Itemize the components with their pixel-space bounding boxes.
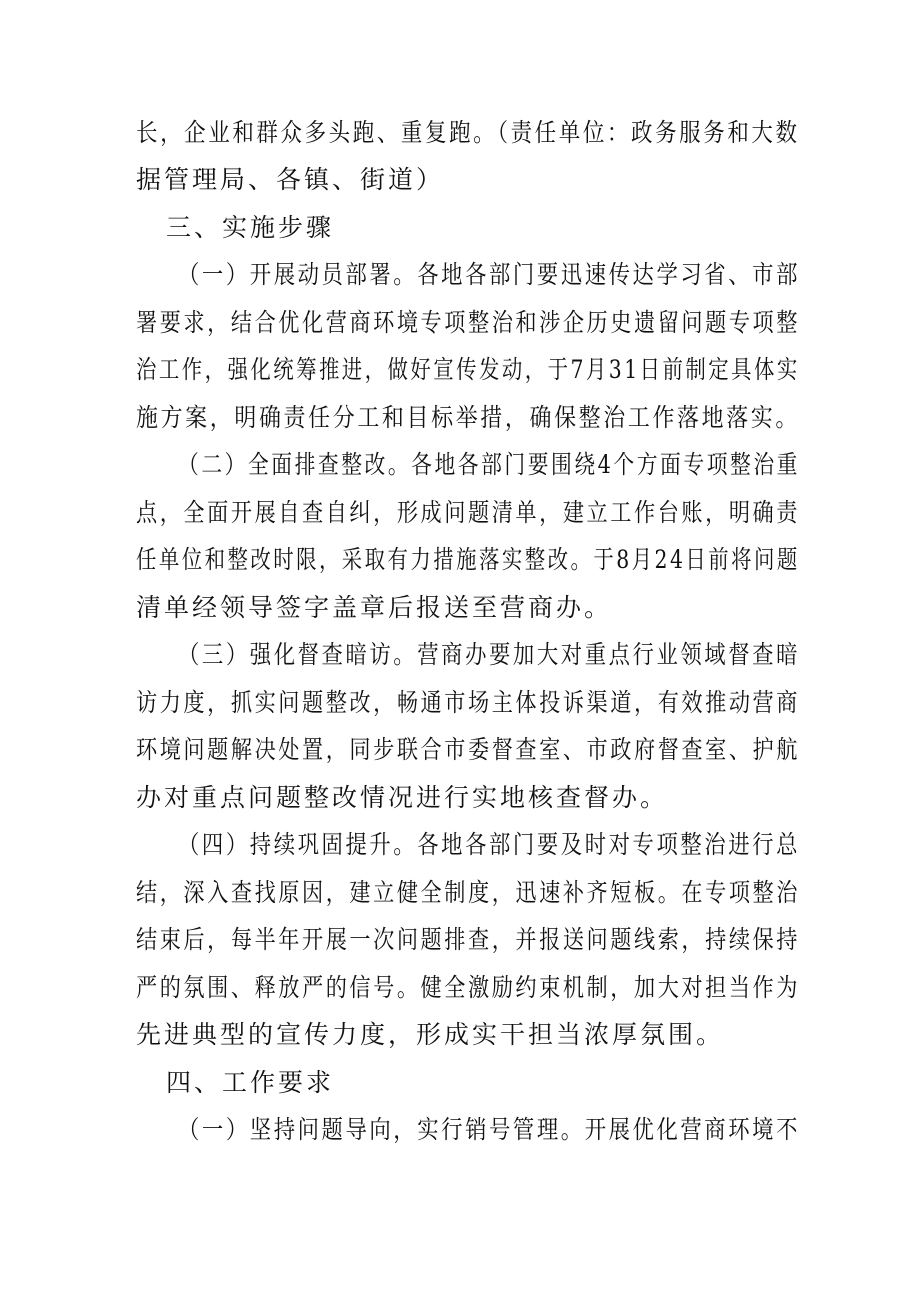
section-heading: 四、工作要求	[166, 1068, 335, 1097]
paragraph-start: （三）强化督查暗访。营商办要加大对重点行业领域督查暗	[178, 640, 801, 669]
text-line: 任单位和整改时限，采取有力措施落实整改。于8月24日前将问题	[136, 545, 800, 574]
paragraph-start: （一）开展动员部署。各地各部门要迅速传达学习省、市部	[178, 260, 801, 289]
text-line: 办对重点问题整改情况进行实地核查督办。	[136, 783, 669, 812]
text-line: 署要求，结合优化营商环境专项整治和涉企历史遗留问题专项整	[136, 308, 800, 337]
paragraph-start: （一）坚持问题导向，实行销号管理。开展优化营商环境不	[178, 1115, 801, 1144]
text-line: 施方案，明确责任分工和目标举措，确保整治工作落地落实。	[136, 403, 801, 432]
text-line: 清单经领导签字盖章后报送至营商办。	[136, 593, 613, 622]
text-line: 点，全面开展自查自纠，形成问题清单，建立工作台账，明确责	[136, 498, 800, 527]
paragraph-start: （四）持续巩固提升。各地各部门要及时对专项整治进行总	[178, 830, 801, 859]
text-line: 治工作，强化统筹推进，做好宣传发动，于7月31日前制定具体实	[136, 355, 800, 384]
text-line: 访力度，抓实问题整改，畅通市场主体投诉渠道，有效推动营商	[136, 688, 800, 717]
paragraph-start: （二）全面排查整改。各地各部门要围绕4个方面专项整治重	[178, 450, 800, 479]
section-heading: 三、实施步骤	[166, 213, 335, 242]
text-line: 结束后，每半年开展一次问题排查，并报送问题线索，持续保持	[136, 925, 800, 954]
text-line: 长，企业和群众多头跑、重复跑。（责任单位：政务服务和大数	[136, 118, 800, 147]
text-line: 环境问题解决处置，同步联合市委督查室、市政府督查室、护航	[136, 735, 800, 764]
text-line: 据管理局、各镇、街道）	[136, 165, 445, 194]
text-line: 严的氛围、释放严的信号。健全激励约束机制，加大对担当作为	[136, 973, 800, 1002]
text-line: 先进典型的宣传力度，形成实干担当浓厚氛围。	[136, 1020, 725, 1049]
text-line: 结，深入查找原因，建立健全制度，迅速补齐短板。在专项整治	[136, 878, 800, 907]
